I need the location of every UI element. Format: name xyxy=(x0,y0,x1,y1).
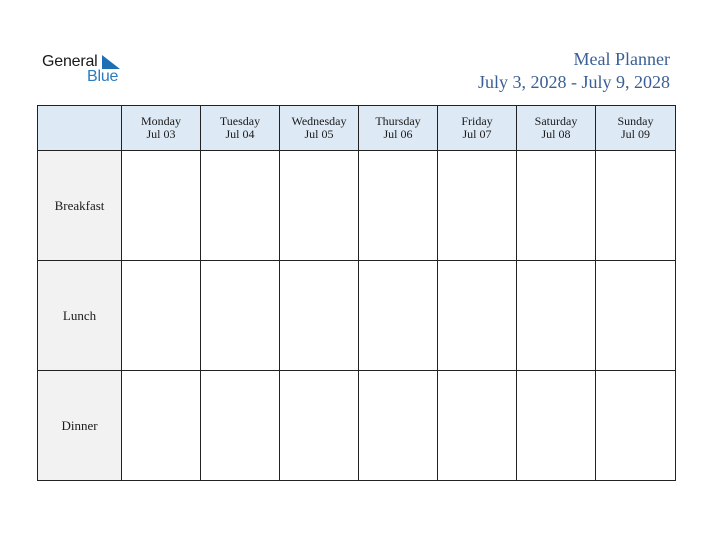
title-block xyxy=(478,48,670,94)
meal-label: Lunch xyxy=(38,261,122,371)
day-header-wednesday xyxy=(280,106,359,151)
meal-cell[interactable] xyxy=(359,261,438,371)
day-name: Sunday xyxy=(617,114,654,128)
day-header-sunday xyxy=(596,106,676,151)
header-row xyxy=(38,106,676,151)
corner-cell xyxy=(38,106,122,151)
day-date: Jul 04 xyxy=(225,127,255,141)
day-header-tuesday xyxy=(201,106,280,151)
day-header-thursday xyxy=(359,106,438,151)
brand-logo xyxy=(42,52,132,88)
day-name: Friday xyxy=(461,114,493,128)
meal-cell[interactable] xyxy=(596,261,676,371)
meal-cell[interactable] xyxy=(201,151,280,261)
day-date: Jul 07 xyxy=(462,127,492,141)
meal-cell[interactable] xyxy=(122,261,201,371)
meal-cell[interactable] xyxy=(122,371,201,481)
meal-label: Dinner xyxy=(38,371,122,481)
meal-cell[interactable] xyxy=(201,371,280,481)
day-name: Wednesday xyxy=(291,114,347,128)
logo-text-blue: Blue xyxy=(87,68,119,85)
day-name: Saturday xyxy=(534,114,578,128)
meal-cell[interactable] xyxy=(517,151,596,261)
meal-row-lunch xyxy=(38,261,676,371)
day-date: Jul 09 xyxy=(620,127,650,141)
meal-planner-table xyxy=(37,105,676,481)
day-date: Jul 08 xyxy=(541,127,571,141)
meal-cell[interactable] xyxy=(122,151,201,261)
meal-row-dinner xyxy=(38,371,676,481)
meal-row-breakfast xyxy=(38,151,676,261)
meal-cell[interactable] xyxy=(517,371,596,481)
day-name: Monday xyxy=(141,114,181,128)
day-date: Jul 06 xyxy=(383,127,413,141)
meal-cell[interactable] xyxy=(438,151,517,261)
logo-text-general: General xyxy=(42,53,98,70)
meal-cell[interactable] xyxy=(359,371,438,481)
meal-cell[interactable] xyxy=(201,261,280,371)
meal-cell[interactable] xyxy=(517,261,596,371)
day-header-friday xyxy=(438,106,517,151)
day-header-saturday xyxy=(517,106,596,151)
day-date: Jul 05 xyxy=(304,127,334,141)
meal-label: Breakfast xyxy=(38,151,122,261)
page-title: Meal Planner xyxy=(573,49,670,69)
meal-cell[interactable] xyxy=(280,261,359,371)
meal-cell[interactable] xyxy=(438,371,517,481)
meal-cell[interactable] xyxy=(438,261,517,371)
date-range: July 3, 2028 - July 9, 2028 xyxy=(477,72,670,92)
meal-cell[interactable] xyxy=(596,371,676,481)
day-header-monday xyxy=(122,106,201,151)
day-date: Jul 03 xyxy=(146,127,176,141)
day-name: Thursday xyxy=(375,114,421,128)
day-name: Tuesday xyxy=(219,114,261,128)
meal-cell[interactable] xyxy=(359,151,438,261)
meal-cell[interactable] xyxy=(280,151,359,261)
meal-cell[interactable] xyxy=(280,371,359,481)
meal-cell[interactable] xyxy=(596,151,676,261)
